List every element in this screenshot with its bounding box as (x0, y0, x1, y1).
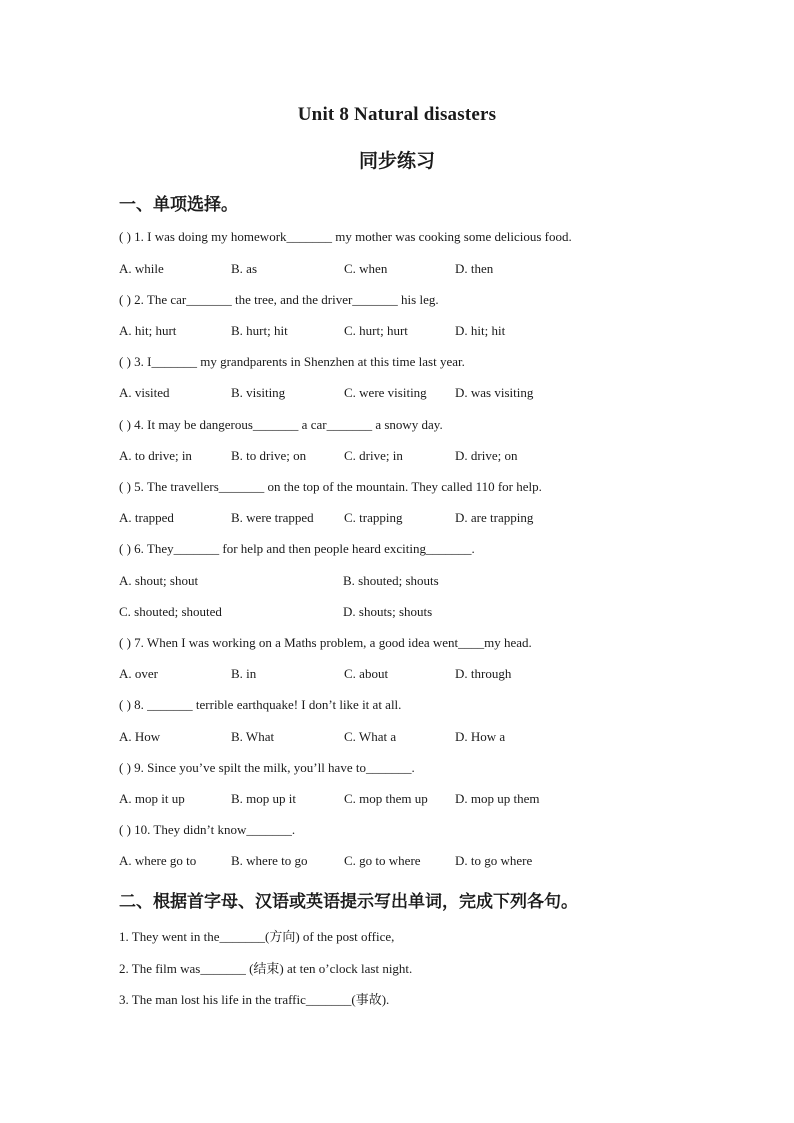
q2-option-c: C. hurt; hurt (344, 323, 408, 338)
q6-option-b: B. shouted; shouts (343, 573, 439, 588)
q3-option-a: A. visited (119, 385, 170, 400)
section-2-heading: 二、根据首字母、汉语或英语提示写出单词，完成下列各句。 (119, 892, 578, 912)
q8-option-a: A. How (119, 729, 161, 744)
q6-option-a: A. shout; shout (119, 573, 199, 588)
fill-in-item-2: 2. The film was_______ (结束) at ten o’clock last night. (119, 961, 413, 976)
q9-option-d: D. mop up them (455, 791, 540, 806)
q7-option-c: C. about (344, 666, 389, 681)
q1-option-c: C. when (344, 261, 388, 276)
q8-option-b: B. What (231, 729, 275, 744)
q9-option-c: C. mop them up (344, 791, 428, 806)
q2-option-b: B. hurt; hit (231, 323, 288, 338)
q1-option-a: A. while (119, 261, 164, 276)
q4-option-d: D. drive; on (455, 448, 518, 463)
q10-option-d: D. to go where (455, 853, 533, 868)
question-3: ( ) 3. I_______ my grandparents in Shenzhen at this time last year. (119, 354, 465, 369)
q4-option-c: C. drive; in (344, 448, 403, 463)
q10-option-c: C. go to where (344, 853, 421, 868)
q5-option-d: D. are trapping (455, 510, 534, 525)
q6-option-c: C. shouted; shouted (119, 604, 222, 619)
q7-option-d: D. through (455, 666, 512, 681)
q5-option-b: B. were trapped (231, 510, 314, 525)
question-1: ( ) 1. I was doing my homework_______ my mother was cooking some delicious food. (119, 229, 572, 244)
q10-option-a: A. where go to (119, 853, 197, 868)
q3-option-d: D. was visiting (455, 385, 534, 400)
page-subtitle: 同步练习 (358, 150, 435, 172)
question-7: ( ) 7. When I was working on a Maths problem, a good idea went____my head. (119, 635, 532, 650)
q9-option-a: A. mop it up (119, 791, 185, 806)
q10-option-b: B. where to go (231, 853, 308, 868)
fill-in-item-1: 1. They went in the_______(方向) of the post office, (119, 929, 395, 944)
q3-option-b: B. visiting (231, 385, 286, 400)
question-2: ( ) 2. The car_______ the tree, and the driver_______ his leg. (119, 292, 439, 307)
q4-option-b: B. to drive; on (231, 448, 307, 463)
question-10: ( ) 10. They didn’t know_______. (119, 822, 296, 837)
q4-option-a: A. to drive; in (119, 448, 192, 463)
q8-option-d: D. How a (455, 729, 506, 744)
q2-option-d: D. hit; hit (455, 323, 506, 338)
q3-option-c: C. were visiting (344, 385, 427, 400)
question-4: ( ) 4. It may be dangerous_______ a car_______ a snowy day. (119, 417, 443, 432)
q5-option-a: A. trapped (119, 510, 174, 525)
q2-option-a: A. hit; hurt (119, 323, 177, 338)
q1-option-d: D. then (455, 261, 494, 276)
question-6: ( ) 6. They_______ for help and then people heard exciting_______. (119, 541, 475, 556)
section-1-heading: 一、单项选择。 (119, 195, 238, 215)
q7-option-b: B. in (231, 666, 257, 681)
fill-in-item-3: 3. The man lost his life in the traffic_______(事故). (119, 992, 390, 1007)
question-9: ( ) 9. Since you’ve spilt the milk, you’ll have to_______. (119, 760, 415, 775)
q6-option-d: D. shouts; shouts (343, 604, 433, 619)
question-5: ( ) 5. The travellers_______ on the top of the mountain. They called 110 for help. (119, 479, 542, 494)
page-title: Unit 8 Natural disasters (297, 104, 497, 125)
q1-option-b: B. as (231, 261, 257, 276)
q5-option-c: C. trapping (344, 510, 403, 525)
question-8: ( ) 8. _______ terrible earthquake! I don’t like it at all. (119, 697, 402, 712)
q8-option-c: C. What a (344, 729, 397, 744)
q7-option-a: A. over (119, 666, 158, 681)
q9-option-b: B. mop up it (231, 791, 297, 806)
